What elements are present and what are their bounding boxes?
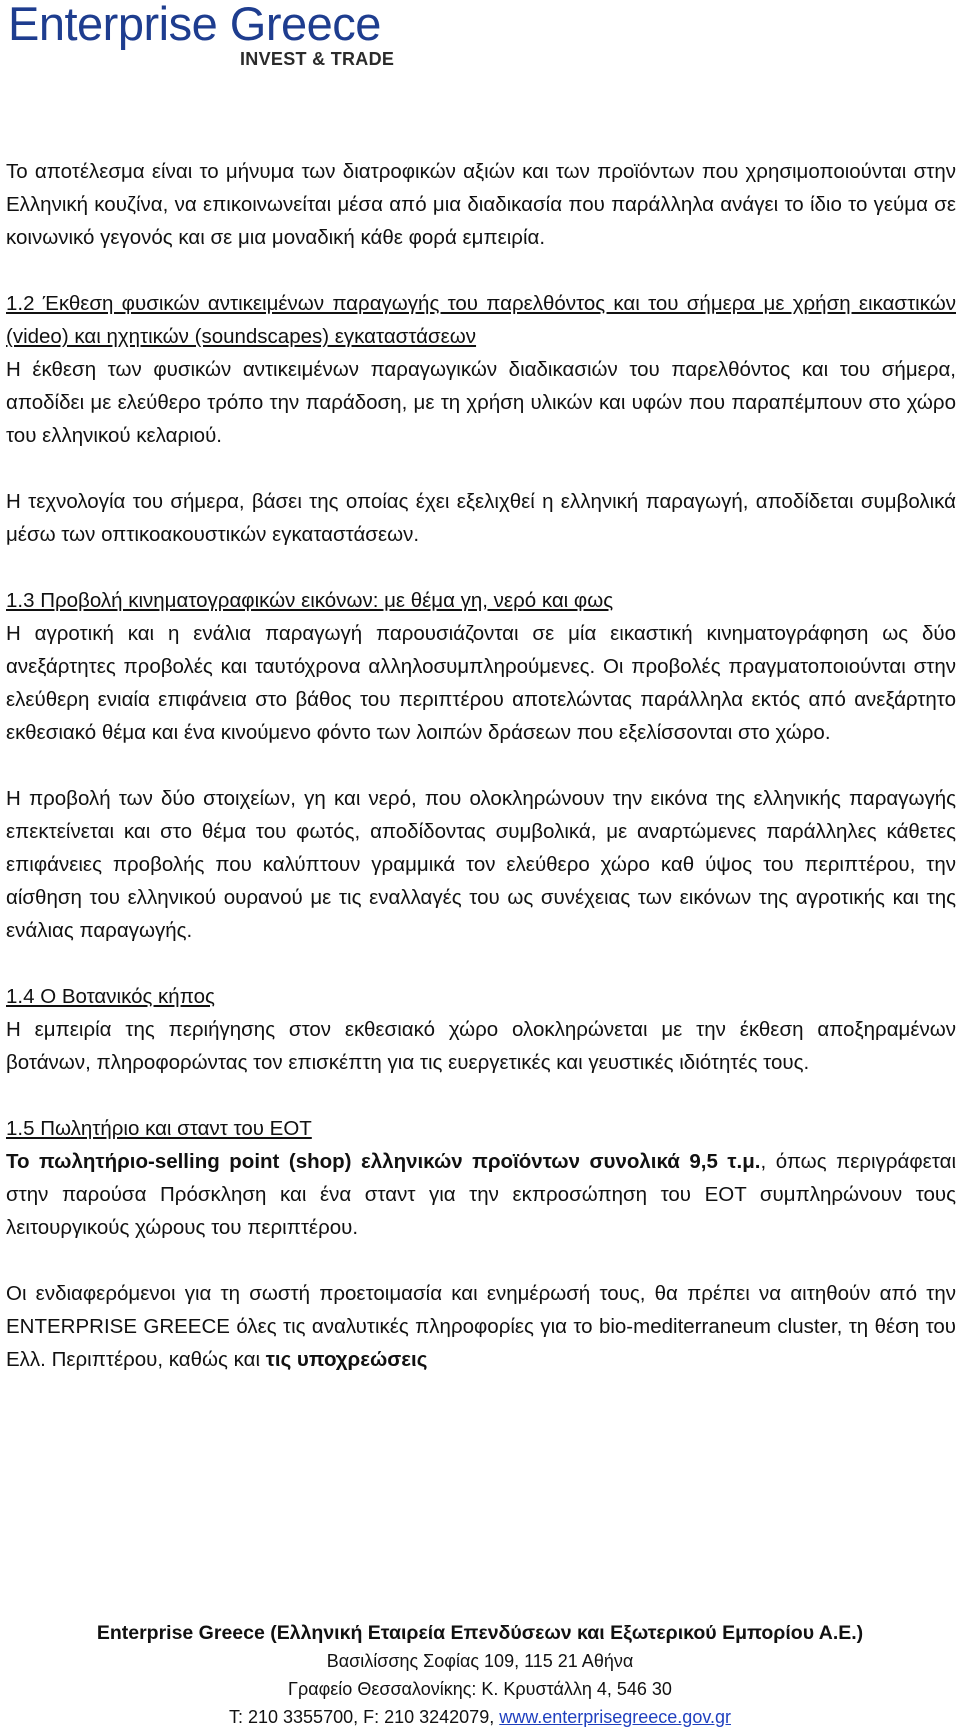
footer-company-name: Enterprise Greece (Ελληνική Εταιρεία Επενδύσεων και Εξωτερικού Εμπορίου Α.Ε.) — [96, 1622, 864, 1644]
footer-contact-line — [0, 1703, 960, 1731]
intro-paragraph: Το αποτέλεσμα είναι το μήνυμα των διατροφικών αξιών και των προϊόντων που χρησιμοποιούνται στην Ελληνική κουζίνα, να επικοινωνείται μέσα από μια διαδικασία που παράλληλα ανάγει το ίδιο το γεύμα σε κοινωνικό γεγονός και σε μια μοναδική κάθε φορά εμπειρία. — [6, 160, 956, 249]
section-1-5-heading: 1.5 Πωλητήριο και σταντ του ΕΟΤ — [6, 1117, 312, 1140]
section-1-2-heading: 1.2 Έκθεση φυσικών αντικειμένων παραγωγής του παρελθόντος και του σήμερα με χρήση εικαστικών (video) και ηχητικών (soundscapes) εγκαταστάσεων — [6, 292, 956, 348]
section-1-4-paragraph: Η εμπειρία της περιήγησης στον εκθεσιακό χώρο ολοκληρώνεται με την έκθεση αποξηραμένων βοτάνων, πληροφορώντας τον επισκέπτη για τις ευεργετικές και γευστικές ιδιότητές τους. — [6, 1018, 956, 1074]
section-1-2-paragraph-2: Η τεχνολογία του σήμερα, βάσει της οποίας έχει εξελιχθεί η ελληνική παραγωγή, αποδίδεται συμβολικά μέσω των οπτικοακουστικών εγκαταστάσεων. — [6, 490, 956, 546]
obligations-bold-text: τις υποχρεώσεις — [265, 1348, 428, 1371]
footer-thessaloniki-office: Γραφείο Θεσσαλονίκης: Κ. Κρυστάλλη 4, 546 30 — [288, 1679, 672, 1699]
footer-address: Βασιλίσσης Σοφίας 109, 115 21 Αθήνα — [326, 1651, 634, 1671]
section-1-3-heading: 1.3 Προβολή κινηματογραφικών εικόνων: με θέμα γη, νερό και φως — [6, 589, 614, 612]
logo-tagline: INVEST & TRADE — [240, 49, 395, 69]
enterprise-greece-logo — [8, 0, 400, 72]
footer-phones: T: 210 3355700, F: 210 3242079, — [228, 1707, 495, 1727]
closing-paragraph — [6, 1277, 956, 1376]
closing-text: Οι ενδιαφερόμενοι για τη σωστή προετοιμασία και ενημέρωσή τους, θα πρέπει να αιτηθούν από την ENTERPRISE GREECE όλες τις αναλυτικές πληροφορίες για το bio-mediterraneum cluster, τη θέση του Ελλ. Περιπτέρου, καθώς και — [6, 1282, 956, 1371]
section-1-3-paragraph-1: Η αγροτική και η ενάλια παραγωγή παρουσιάζονται σε μία εικαστική κινηματογράφηση ως δύο ανεξάρτητες προβολές και ταυτόχρονα αλληλοσυμπληρούμενες. Οι προβολές πραγματοποιούνται στην ελεύθερη ενιαία επιφάνεια στο βάθος του περιπτέρου αποτελώντας παράλληλα εκτός από ανεξάρτητο εκθεσιακό θέμα και ένα κινούμενο φόντο των λοιπών δράσεων που εξελίσσονται στο χώρο. — [6, 622, 956, 744]
document-body — [6, 155, 956, 1376]
shop-area-bold-text: Το πωλητήριο-selling point (shop) ελληνικών προϊόντων συνολικά 9,5 τ.μ. — [6, 1150, 761, 1173]
section-1-5-paragraph — [6, 1145, 956, 1244]
page-footer — [0, 1619, 960, 1731]
section-1-4-heading: 1.4 Ο Βοτανικός κήπος — [6, 985, 215, 1008]
logo-wordmark: Enterprise Greece — [8, 0, 381, 50]
shop-area-text: , όπως περιγράφεται στην παρούσα Πρόσκληση και ένα σταντ για την εκπροσώπηση του ΕΟΤ συμπληρώνουν τους λειτουργικούς χώρους του περιπτέρου. — [6, 1150, 957, 1239]
footer-website-link[interactable]: www.enterprisegreece.gov.gr — [499, 1707, 731, 1727]
section-1-2-paragraph-1: Η έκθεση των φυσικών αντικειμένων παραγωγικών διαδικασιών του παρελθόντος και του σήμερα, αποδίδει με ελεύθερο τρόπο την παράδοση, με τη χρήση υλικών και υφών που παραπέμπουν στο χώρο του ελληνικού κελαριού. — [6, 358, 956, 447]
section-1-3-paragraph-2: Η προβολή των δύο στοιχείων, γη και νερό, που ολοκληρώνουν την εικόνα της ελληνικής παραγωγής επεκτείνεται και στο θέμα του φωτός, αποδίδοντας συμβολικά, με αναρτώμενες παράλληλες κάθετες επιφάνειες προβολής που καλύπτουν γραμμικά τον ελεύθερο χώρο καθ ύψος του περιπτέρου, την αίσθηση του ελληνικού ουρανού με τις εναλλαγές του ως συνέχειας των εικόνων της αγροτικής και της ενάλιας παραγωγής. — [6, 787, 956, 942]
